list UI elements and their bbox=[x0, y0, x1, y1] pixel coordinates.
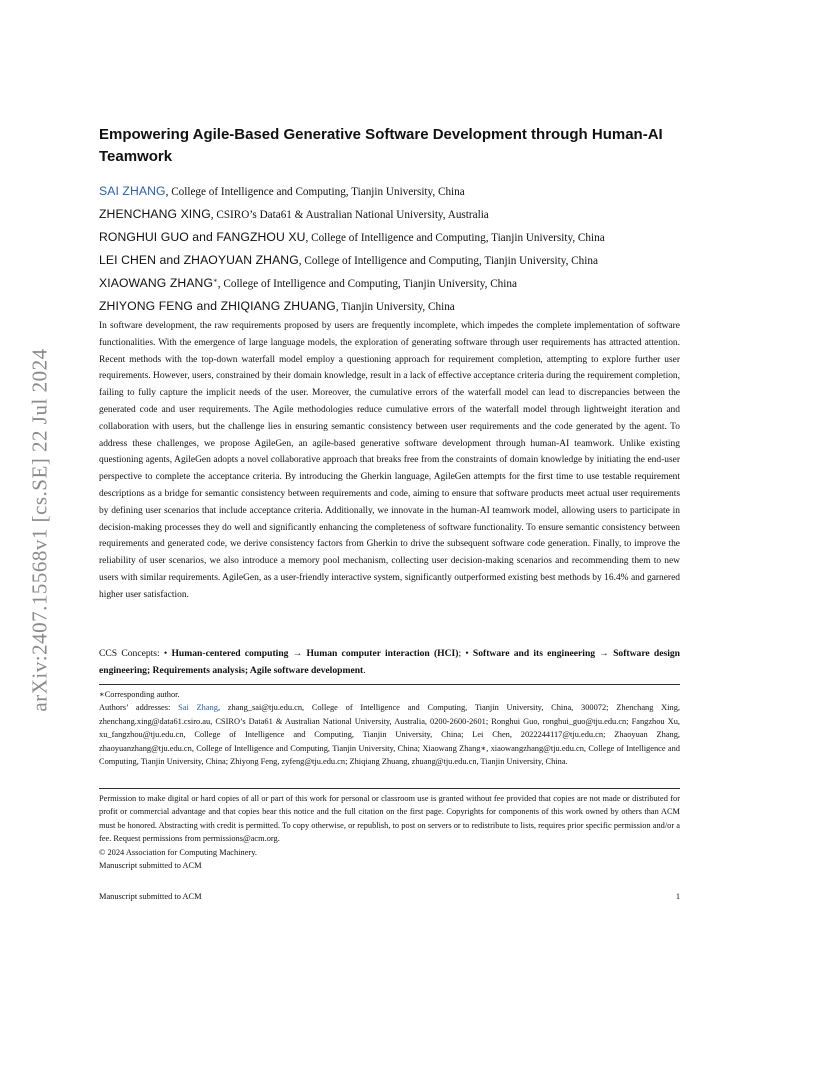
ccs-concepts bbox=[99, 646, 680, 680]
author-names: ZHIYONG FENG and ZHIQIANG ZHUANG bbox=[99, 299, 336, 313]
author-affiliation: , College of Intelligence and Computing, Tianjin University, China bbox=[298, 255, 598, 267]
author-line bbox=[99, 203, 680, 226]
permission-text: Permission to make digital or hard copies of all or part of this work for personal or classroom use is granted without fee provided that copies are not made or distributed for profit or commercial advantage and that copies bear this notice and the full citation on the first page. Copyrights for components of this work owned by others than ACM must be honored. Abstracting with credit is permitted. To copy otherwise, or republish, to post on servers or to redistribute to lists, requires prior specific permission and/or a fee. Request permissions from permissions@acm.org. bbox=[99, 794, 680, 844]
abstract: In software development, the raw requirements proposed by users are frequently incomplete, which impedes the complete implementation of software functionalities. With the emergence of large language models, the exploration of generating software through user requirements has attracted attention. Recent methods with the top-down waterfall model employ a questioning approach for requirement completion, attempting to explore further user requirements. However, users, constrained by their domain knowledge, result in a lack of effective acceptance criteria during the requirement completion, failing to fully capture the implicit needs of the user. Moreover, the cumulative errors of the waterfall model can lead to discrepancies between the generated code and user requirements. The Agile methodologies reduce cumulative errors of the waterfall model through lightweight iteration and collaboration with users, but the challenge lies in ensuring semantic consistency between user requirements and the code generated by the agent. To address these challenges, we propose AgileGen, an agile-based generative software development through human-AI teamwork. Unlike existing questioning agents, AgileGen adopts a novel collaborative approach that breaks free from the constraints of domain knowledge by initiating the end-user perspective to complete the acceptance criteria. By introducing the Gherkin language, AgileGen attempts for the first time to use testable requirement descriptions as a bridge for semantic consistency between requirements and code, aiming to ensure that software products meet actual user requirements by defining user scenarios that include acceptance criteria. Additionally, we innovate in the human-AI teamwork model, allowing users to participate in decision-making processes they do well and significantly enhancing the completeness of software functionality. To ensure semantic consistency between requirements and generated code, we derive consistency factors from Gherkin to drive the subsequent software code generation. Finally, to improve the reliability of user scenarios, we also introduce a memory pool mechanism, collecting user decision-making scenarios and recommending them to new users with similar requirements. AgileGen, as a user-friendly interactive system, significantly outperformed existing best methods by 16.4% and garnered higher user satisfaction. bbox=[99, 321, 680, 600]
addresses-prefix: Authors’ addresses: bbox=[99, 703, 179, 713]
author-list bbox=[99, 180, 680, 318]
copyright-line: © 2024 Association for Computing Machinery. bbox=[99, 847, 257, 857]
author-line bbox=[99, 249, 680, 272]
addresses-text: , zhang_sai@tju.edu.cn, College of Intelligence and Computing, Tianjin University, China, 300072; Zhenchang Xing, zhenchang.xing@data61.csiro.au, CSIRO’s Data61 & Australian National University, Australia, 0200-2600-2601; Ronghui Guo, ronghui_guo@tju.edu.cn; Fangzhou Xu, xu_fangzhou@tju.edu.cn, College of Intelligence and Computing, Tianjin University, China; Lei Chen, 2022244117@tju.edu.cn; Zhaoyuan Zhang, zhaoyuanzhang@tju.edu.cn, College of Intelligence and Computing, Tianjin University, China; Xiaowang Zhang∗, xiaowangzhang@tju.edu.cn, College of Intelligence and Computing, Tianjin University, China; Zhiyong Feng, zyfeng@tju.edu.cn; Zhiqiang Zhuang, zhuang@tju.edu.cn, Tianjin University, China. bbox=[99, 703, 681, 767]
author-names: ZHENCHANG XING bbox=[99, 207, 211, 221]
paper-title: Empowering Agile-Based Generative Software Development through Human-AI Teamwork bbox=[99, 126, 663, 165]
author-line bbox=[99, 226, 680, 249]
authors-addresses bbox=[99, 701, 680, 768]
author-line bbox=[99, 272, 680, 295]
footer-venue: Manuscript submitted to ACM bbox=[99, 892, 202, 901]
permission-divider bbox=[99, 788, 680, 789]
author-affiliation: , College of Intelligence and Computing, Tianjin University, China bbox=[217, 278, 517, 290]
page-footer bbox=[99, 890, 680, 903]
author-names: XIAOWANG ZHANG bbox=[99, 276, 214, 290]
submitted-line: Manuscript submitted to ACM bbox=[99, 861, 202, 871]
author-affiliation: , College of Intelligence and Computing, Tianjin University, China bbox=[305, 232, 605, 244]
corresponding-mark: ∗ bbox=[213, 276, 218, 285]
ccs-separator: ; • bbox=[458, 648, 473, 659]
author-link[interactable]: Sai Zhang bbox=[178, 703, 218, 713]
ccs-prefix: CCS Concepts: • bbox=[99, 648, 172, 659]
ccs-concept-hci: Human-centered computing → Human computer interaction (HCI) bbox=[171, 648, 459, 659]
author-names[interactable]: SAI ZHANG bbox=[99, 184, 166, 198]
author-names: RONGHUI GUO and FANGZHOU XU bbox=[99, 230, 306, 244]
author-names: LEI CHEN and ZHAOYUAN ZHANG bbox=[99, 253, 299, 267]
ccs-end: . bbox=[363, 664, 366, 676]
author-affiliation: , Tianjin University, China bbox=[335, 301, 455, 313]
page-number: 1 bbox=[675, 892, 680, 901]
author-affiliation: , CSIRO’s Data61 & Australian National University, Australia bbox=[210, 209, 489, 221]
permission-notice bbox=[99, 792, 680, 872]
arxiv-stamp: arXiv:2407.15568v1 [cs.SE] 22 Jul 2024 bbox=[27, 348, 52, 712]
ccs-concept-software: Software and its engineering → Software design engineering; Requirements analysis; Agile software development bbox=[99, 648, 680, 676]
author-footnote bbox=[99, 688, 680, 768]
footnote-divider bbox=[99, 684, 680, 685]
author-line bbox=[99, 180, 680, 203]
author-line bbox=[99, 295, 680, 318]
corresponding-note: ∗Corresponding author. bbox=[99, 690, 180, 699]
author-affiliation: , College of Intelligence and Computing, Tianjin University, China bbox=[165, 186, 465, 198]
